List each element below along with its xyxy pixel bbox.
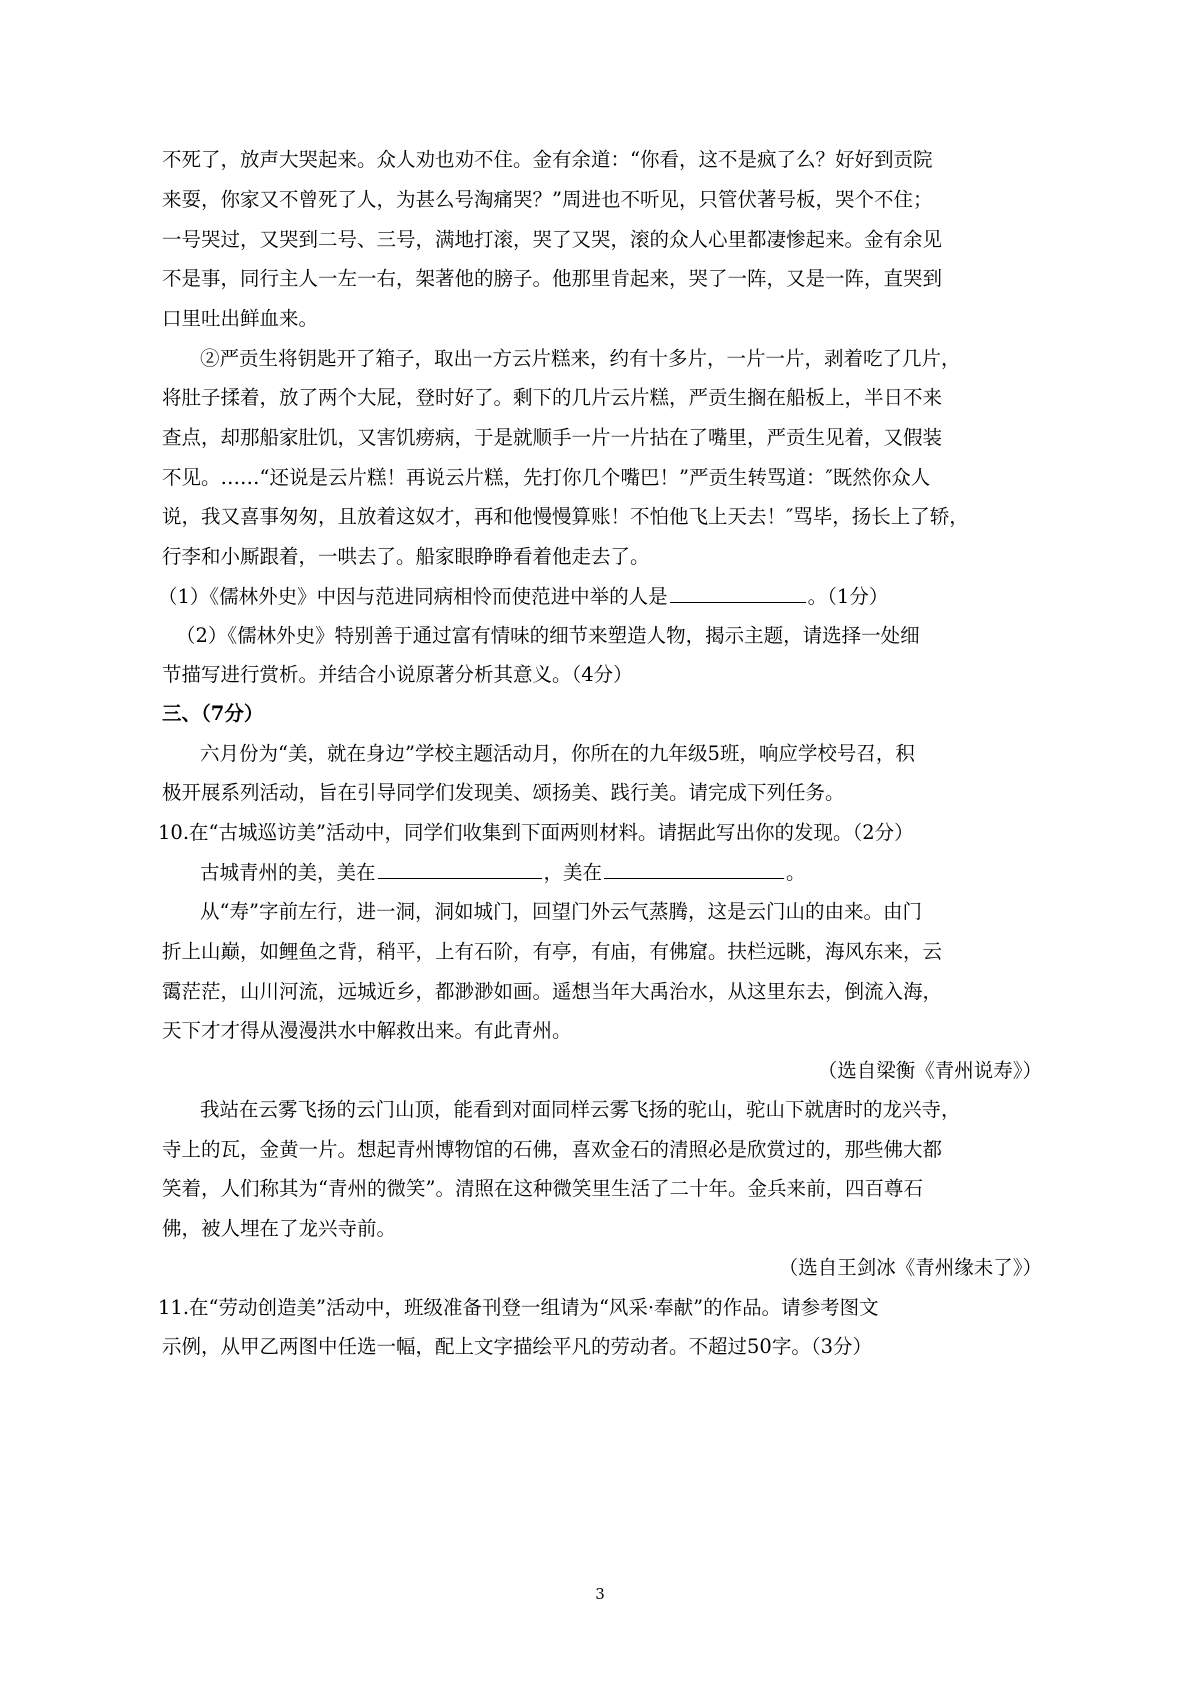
passage-line: 不死了，放声大哭起来。众人劝也劝不住。金有余道：“你看，这不是疯了么？好好到贡院: [162, 148, 933, 171]
question-10-fill: [200, 859, 806, 887]
answer-blank[interactable]: [604, 859, 784, 879]
material-line: 佛，被人埋在了龙兴寺前。: [162, 1217, 397, 1240]
material-source: （选自王剑冰《青州缘未了》）: [778, 1256, 1042, 1279]
passage-line: 行李和小厮跟着，一哄去了。船家眼睁睁看着他走去了。: [162, 545, 650, 568]
question-10-fill-lead: 古城青州的美，美在: [200, 861, 376, 884]
question-10-fill-mid: ，美在: [543, 861, 603, 884]
material-line: 笑着，人们称其为“青州的微笑”。清照在这种微笑里生活了二十年。金兵来前，四百尊石: [162, 1177, 923, 1200]
passage-line: 将肚子揉着，放了两个大屁，登时好了。剩下的几片云片糕，严贡生搁在船板上，半日不来: [162, 386, 943, 409]
question-9-part-1-score: 。（1分）: [807, 585, 889, 608]
material-line: 折上山巅，如鲤鱼之背，稍平，上有石阶，有亭，有庙，有佛窟。扶栏远眺，海风东来，云: [162, 940, 943, 963]
question-11-prompt: 示例，从甲乙两图中任选一幅，配上文字描绘平凡的劳动者。不超过50字。（3分）: [162, 1335, 872, 1358]
material-line: 从“寿”字前左行，进一洞，洞如城门，回望门外云气蒸腾，这是云门山的由来。由门: [200, 900, 922, 923]
passage-line: 一号哭过，又哭到二号、三号，满地打滚，哭了又哭，滚的众人心里都凄惨起来。金有余见: [162, 228, 943, 251]
material-line: 霭茫茫，山川河流，远城近乡，都渺渺如画。遥想当年大禹治水，从这里东去，倒流入海，: [162, 980, 943, 1003]
answer-blank[interactable]: [378, 859, 542, 879]
section-heading: 三、（7分）: [162, 702, 264, 725]
answer-blank[interactable]: [670, 583, 806, 603]
section-intro: 六月份为“美，就在身边”学校主题活动月，你所在的九年级5班，响应学校号召，积: [200, 742, 915, 765]
question-11-prompt: 11.在“劳动创造美”活动中，班级准备刊登一组请为“风采·奉献”的作品。请参考图文: [158, 1296, 879, 1319]
material-line: 寺上的瓦，金黄一片。想起青州博物馆的石佛，喜欢金石的清照必是欣赏过的，那些佛大都: [162, 1138, 943, 1161]
passage-line: 不见。……“还说是云片糕！再说云片糕，先打你几个嘴巴！”严贡生转骂道：″既然你众人: [162, 466, 931, 489]
passage-line: 来耍，你家又不曾死了人，为甚么号淘痛哭？”周进也不听见，只管伏著号板，哭个不住；: [162, 188, 933, 211]
question-9-part-1: [158, 583, 888, 611]
material-line: 我站在云雾飞扬的云门山顶，能看到对面同样云雾飞扬的驼山，驼山下就唐时的龙兴寺，: [200, 1098, 961, 1121]
question-9-part-2: （2）《儒林外史》特别善于通过富有情味的细节来塑造人物，揭示主题，请选择一处细: [176, 624, 920, 647]
material-line: 天下才才得从漫漫洪水中解救出来。有此青州。: [162, 1019, 572, 1042]
passage-line: 口里吐出鲜血来。: [162, 307, 319, 330]
passage-line: 查点，却那船家肚饥，又害饥痨病，于是就顺手一片一片拈在了嘴里，严贡生见着，又假装: [162, 426, 943, 449]
question-9-part-2: 节描写进行赏析。并结合小说原著分析其意义。（4分）: [162, 663, 633, 686]
passage-line: 说，我又喜事匆匆，且放着这奴才，再和他慢慢算账！不怕他飞上天去！″骂毕，扬长上了轿，: [162, 505, 969, 528]
page-number: 3: [595, 1585, 605, 1603]
exam-page: [158, 0, 1042, 1698]
material-source: （选自梁衡《青州说寿》）: [817, 1059, 1042, 1082]
passage-line: ②严贡生将钥匙开了箱子，取出一方云片糕来，约有十多片，一片一片，剥着吃了几片，: [200, 347, 961, 370]
passage-line: 不是事，同行主人一左一右，架著他的膀子。他那里肯起来，哭了一阵，又是一阵，直哭到: [162, 267, 943, 290]
question-10-prompt: 10.在“古城巡访美”活动中，同学们收集到下面两则材料。请据此写出你的发现。（2分）: [158, 821, 914, 844]
question-9-part-1-text: （1）《儒林外史》中因与范进同病相怜而使范进中举的人是: [158, 585, 668, 608]
section-intro: 极开展系列活动，旨在引导同学们发现美、颂扬美、践行美。请完成下列任务。: [162, 781, 845, 804]
question-10-fill-end: 。: [786, 861, 806, 884]
